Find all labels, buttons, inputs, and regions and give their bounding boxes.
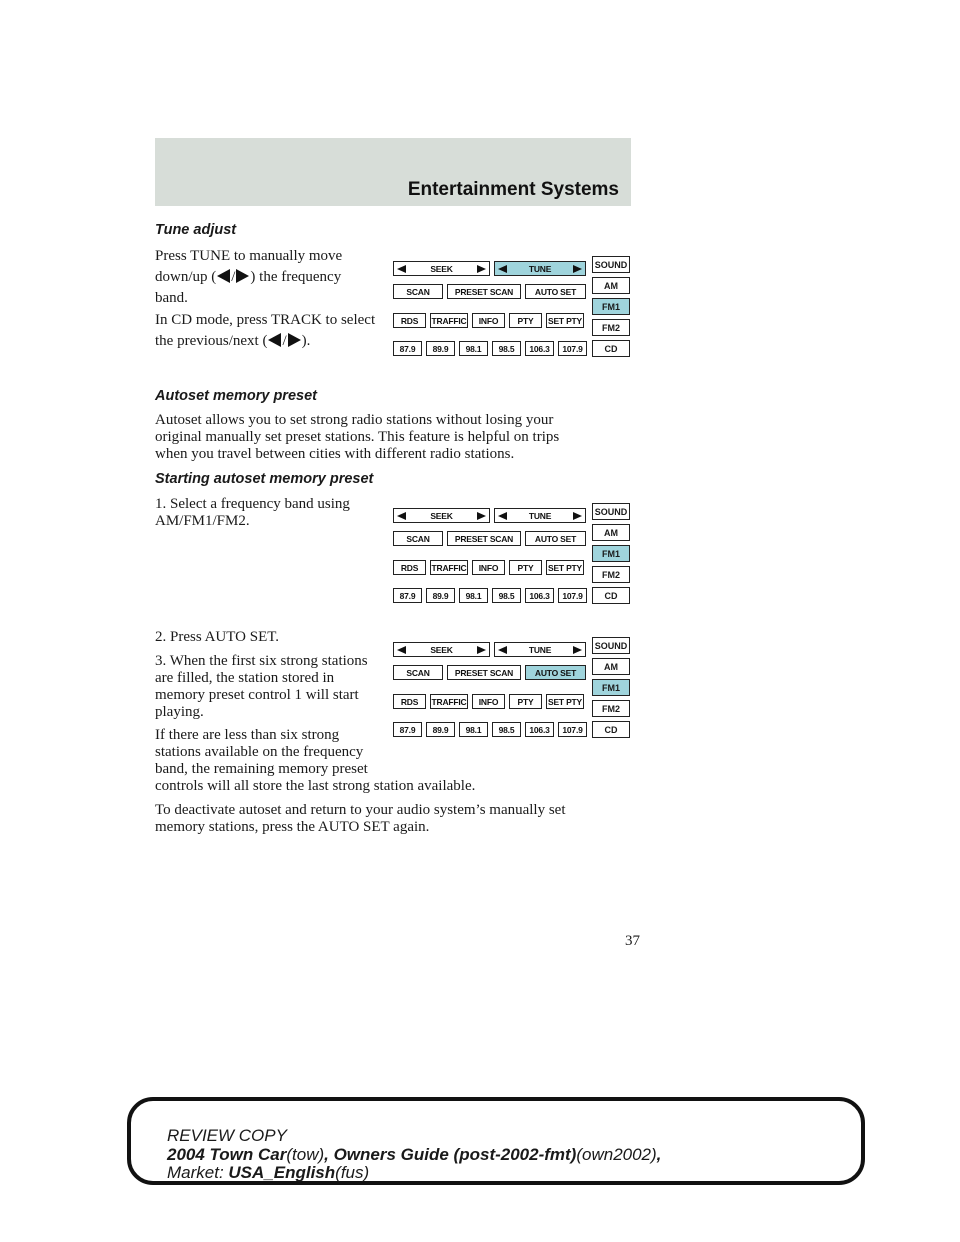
page-title: Entertainment Systems xyxy=(407,179,619,200)
less-text-c: band, the remaining memory preset xyxy=(155,761,368,777)
preset-button: 98.1 xyxy=(459,588,488,603)
preset-button: 107.9 xyxy=(558,722,587,737)
step1-text-a: 1. Select a frequency band using xyxy=(155,496,350,512)
sound-button: SOUND xyxy=(592,637,630,654)
deactivate-text-a: To deactivate autoset and return to your audio system’s manually set xyxy=(155,802,566,818)
scan-button: SCAN xyxy=(393,665,443,680)
starting-heading: Starting autoset memory preset xyxy=(155,471,374,487)
preset-button: 98.1 xyxy=(459,722,488,737)
rds-button: RDS xyxy=(393,694,426,709)
tune-text-2a: In CD mode, press TRACK to select xyxy=(155,312,376,328)
step2-text: 2. Press AUTO SET. xyxy=(155,629,280,645)
preset-button: 89.9 xyxy=(426,341,455,356)
auto-set-button: AUTO SET xyxy=(525,284,586,299)
preset-button: 89.9 xyxy=(426,722,455,737)
autoset-text-1: Autoset allows you to set strong radio stations without losing your xyxy=(155,412,554,428)
am-button: AM xyxy=(592,658,630,675)
rds-button: RDS xyxy=(393,313,426,328)
fm1-button: FM1 xyxy=(592,545,630,562)
fm1-button: FM1 xyxy=(592,679,630,696)
step3-text-a: 3. When the first six strong stations xyxy=(155,653,368,669)
tune-button: TUNE xyxy=(494,261,586,276)
auto-set-button: AUTO SET xyxy=(525,531,586,546)
preset-button: 87.9 xyxy=(393,722,422,737)
header-band xyxy=(155,138,631,206)
tune-text-2b: the previous/next ( / ). xyxy=(155,333,311,349)
traffic-button: TRAFFIC xyxy=(430,694,468,709)
left-arrow-icon xyxy=(217,269,230,283)
preset-button: 98.5 xyxy=(492,722,521,737)
set-pty-button: SET PTY xyxy=(546,560,584,575)
right-arrow-icon xyxy=(236,269,249,283)
step1-text-b: AM/FM1/FM2. xyxy=(155,513,250,529)
preset-button: 98.1 xyxy=(459,341,488,356)
sound-button: SOUND xyxy=(592,256,630,273)
preset-button: 107.9 xyxy=(558,588,587,603)
preset-scan-button: PRESET SCAN xyxy=(447,531,521,546)
autoset-text-3: when you travel between cities with different radio stations. xyxy=(155,446,515,462)
tune-button: TUNE xyxy=(494,642,586,657)
review-doc-line: 2004 Town Car(tow), Owners Guide (post-2002-fmt)(own2002), xyxy=(167,1145,662,1164)
autoset-text-2: original manually set preset stations. This feature is helpful on trips xyxy=(155,429,560,445)
tune-text-1c: band. xyxy=(155,290,188,306)
preset-scan-button: PRESET SCAN xyxy=(447,284,521,299)
tune-text-1a: Press TUNE to manually move xyxy=(155,248,343,264)
review-copy-label: REVIEW COPY xyxy=(167,1126,287,1145)
preset-button: 87.9 xyxy=(393,341,422,356)
am-button: AM xyxy=(592,524,630,541)
left-arrow-icon xyxy=(268,333,281,347)
fm2-button: FM2 xyxy=(592,566,630,583)
auto-set-button: AUTO SET xyxy=(525,665,586,680)
fm1-button: FM1 xyxy=(592,298,630,315)
preset-button: 106.3 xyxy=(525,341,554,356)
preset-button: 98.5 xyxy=(492,588,521,603)
info-button: INFO xyxy=(472,560,505,575)
autoset-heading: Autoset memory preset xyxy=(155,388,317,404)
step3-text-c: memory preset control 1 will start xyxy=(155,687,359,703)
preset-button: 107.9 xyxy=(558,341,587,356)
preset-button: 98.5 xyxy=(492,341,521,356)
right-arrow-icon xyxy=(288,333,301,347)
less-text-b: stations available on the frequency xyxy=(155,744,364,760)
cd-button: CD xyxy=(592,340,630,357)
set-pty-button: SET PTY xyxy=(546,694,584,709)
review-market-line: Market: USA_English(fus) xyxy=(167,1163,370,1182)
seek-button: SEEK xyxy=(393,642,490,657)
cd-button: CD xyxy=(592,721,630,738)
rds-button: RDS xyxy=(393,560,426,575)
preset-scan-button: PRESET SCAN xyxy=(447,665,521,680)
preset-button: 87.9 xyxy=(393,588,422,603)
less-text-d: controls will all store the last strong station available. xyxy=(155,778,476,794)
fm2-button: FM2 xyxy=(592,319,630,336)
pty-button: PTY xyxy=(509,560,542,575)
scan-button: SCAN xyxy=(393,531,443,546)
sound-button: SOUND xyxy=(592,503,630,520)
cd-button: CD xyxy=(592,587,630,604)
am-button: AM xyxy=(592,277,630,294)
seek-button: SEEK xyxy=(393,508,490,523)
seek-button: SEEK xyxy=(393,261,490,276)
fm2-button: FM2 xyxy=(592,700,630,717)
tune-heading: Tune adjust xyxy=(155,222,237,238)
info-button: INFO xyxy=(472,313,505,328)
tune-button: TUNE xyxy=(494,508,586,523)
info-button: INFO xyxy=(472,694,505,709)
less-text-a: If there are less than six strong xyxy=(155,727,340,743)
deactivate-text-b: memory stations, press the AUTO SET again. xyxy=(155,819,430,835)
preset-button: 89.9 xyxy=(426,588,455,603)
pty-button: PTY xyxy=(509,694,542,709)
step3-text-b: are filled, the station stored in xyxy=(155,670,335,686)
set-pty-button: SET PTY xyxy=(546,313,584,328)
preset-button: 106.3 xyxy=(525,588,554,603)
scan-button: SCAN xyxy=(393,284,443,299)
traffic-button: TRAFFIC xyxy=(430,560,468,575)
page-number: 37 xyxy=(625,933,640,949)
tune-text-1b: down/up ( / ) the frequency xyxy=(155,269,342,285)
pty-button: PTY xyxy=(509,313,542,328)
traffic-button: TRAFFIC xyxy=(430,313,468,328)
preset-button: 106.3 xyxy=(525,722,554,737)
step3-text-d: playing. xyxy=(155,704,204,720)
